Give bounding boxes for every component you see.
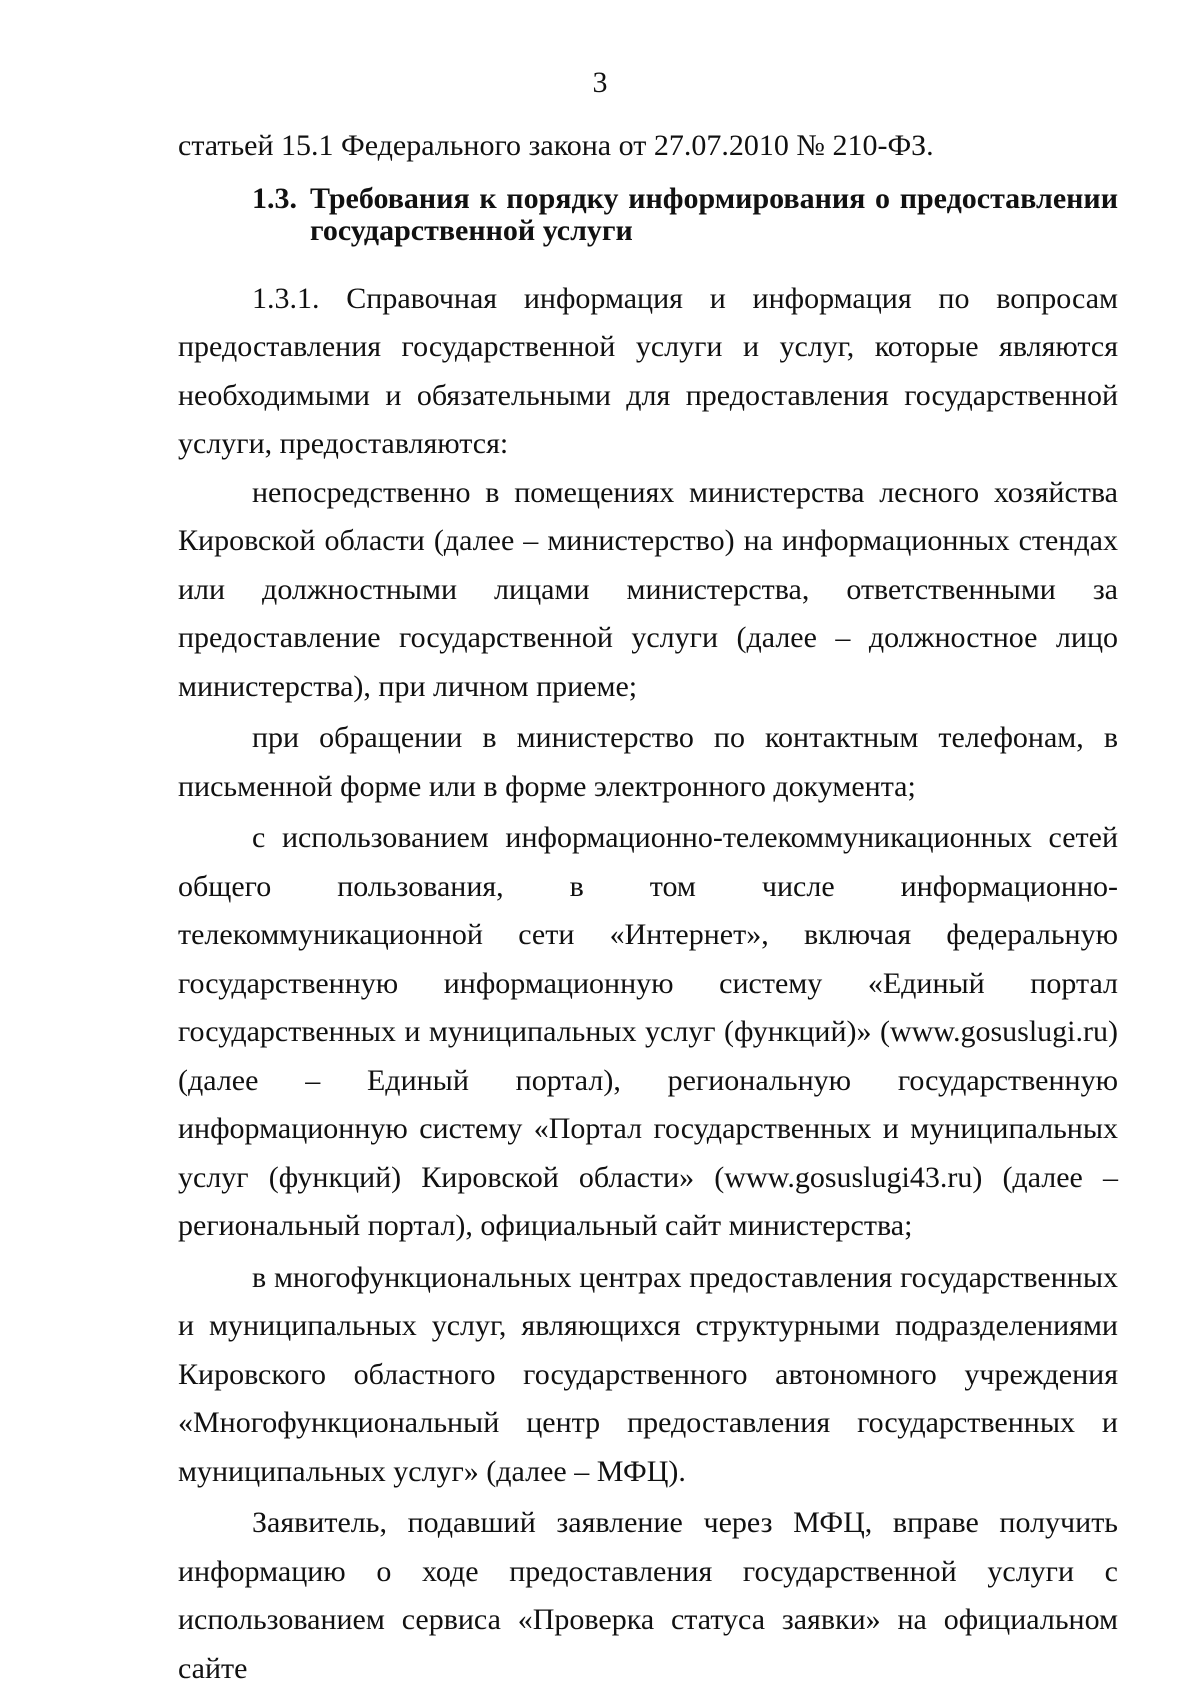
paragraph-1-3-1: 1.3.1. Справочная информация и информация по вопросам предоставления государственной услуги и услуг, которые являются необходимыми и обязательными для предоставления государственной услуги, предоставляются: bbox=[178, 281, 1118, 460]
section-number: 1.3. bbox=[252, 181, 297, 215]
paragraph-continuation: статьей 15.1 Федерального закона от 27.07.2010 № 210-ФЗ. bbox=[178, 129, 934, 162]
page-number: 3 bbox=[592, 66, 608, 99]
paragraph-internet: с использованием информационно-телекоммуникационных сетей общего пользования, в том числе информационно-телекоммуникационной сети «Интернет», включая федеральную государственную информационную систему «Единый портал государственных и муниципальных услуг (функций)» (www.gosuslugi.ru) (далее – Единый портал), региональную государственную информационную систему «Портал государственных и муниципальных услуг (функций) Кировской области» (www.gosuslugi43.ru) (далее – региональный портал), официальный сайт министерства; bbox=[178, 821, 1118, 1242]
paragraph-by-phone: при обращении в министерство по контактным телефонам, в письменной форме или в форме электронного документа; bbox=[178, 721, 1118, 803]
paragraph-applicant-status: Заявитель, подавший заявление через МФЦ, вправе получить информацию о ходе предоставления государственной услуги с использованием сервиса «Проверка статуса заявки» на официальном сайте bbox=[178, 1506, 1118, 1685]
paragraph-mfc: в многофункциональных центрах предоставления государственных и муниципальных услуг, являющихся структурными подразделениями Кировского областного государственного автономного учреждения «Многофункциональный центр предоставления государственных и муниципальных услуг» (далее – МФЦ). bbox=[178, 1260, 1118, 1488]
section-heading bbox=[178, 183, 1118, 247]
document-body bbox=[178, 122, 1118, 1693]
section-title: Требования к порядку информирования о предоставлении государственной услуги bbox=[310, 181, 1118, 247]
paragraph-in-premises: непосредственно в помещениях министерства лесного хозяйства Кировской области (далее – министерство) на информационных стендах или должностными лицами министерства, ответственными за предоставление государственной услуги (далее – должностное лицо министерства), при личном приеме; bbox=[178, 475, 1118, 703]
